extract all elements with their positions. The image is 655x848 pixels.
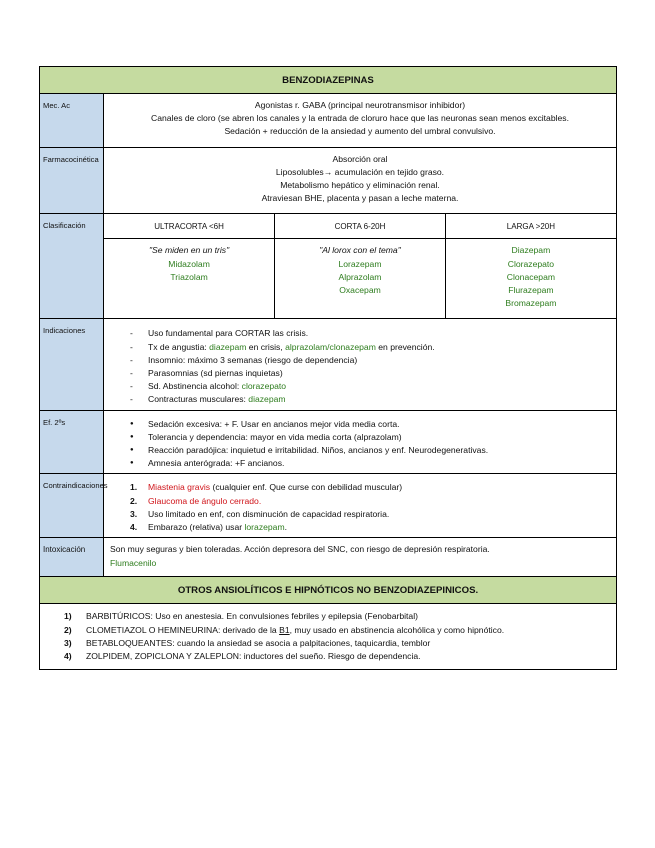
drug-oxacepam: Oxacepam xyxy=(339,285,381,296)
list-item: - Parasomnias (sd piernas inquietas) xyxy=(130,367,616,380)
intox-antidote: Flumacenilo xyxy=(110,557,157,568)
efectos-content xyxy=(104,410,617,474)
col-corta xyxy=(275,239,446,319)
list-item: 1) BARBITÚRICOS: Uso en anestesia. En convulsiones febriles y epilepsia (Fenobarbital) xyxy=(64,611,418,622)
drug-alprazolam: Alprazolam xyxy=(338,271,382,282)
list-item: ● Sedación excesiva: + F. Usar en ancianos mejor vida media corta. xyxy=(130,418,616,431)
drug-clonacepam: Clonacepam xyxy=(506,271,556,282)
list-item: 2. Glaucoma de ángulo cerrado. xyxy=(130,495,262,506)
farmaco-content xyxy=(104,147,617,214)
clasificacion-subtable xyxy=(104,214,616,318)
list-item: ● Reacción paradójica: inquietud e irritabilidad. Niños, ancianos y enf. Neurodegenerativas. xyxy=(130,444,616,457)
col-header-corta: CORTA 6-20H xyxy=(275,214,446,239)
intox-content xyxy=(104,538,617,577)
drug-midazolam: Midazolam xyxy=(168,258,210,269)
mec-content xyxy=(104,94,617,148)
drug-bromazepam: Bromazepam xyxy=(505,298,557,309)
col-header-ultracorta: ULTRACORTA <6H xyxy=(104,214,275,239)
drug-lorazepam: Lorazepam xyxy=(338,258,382,269)
benzodiazepinas-table xyxy=(39,66,617,670)
row-label-contraindicaciones: Contraindicaciones xyxy=(40,474,104,538)
mec-line-1: Agonistas r. GABA (principal neurotransmisor inhibidor) xyxy=(254,100,466,110)
col-larga xyxy=(445,239,616,319)
drug-clorazepato: Clorazepato xyxy=(507,258,555,269)
contra-content xyxy=(104,474,617,538)
row-label-clasificacion: Clasificación xyxy=(40,214,104,319)
row-label-indicaciones: Indicaciones xyxy=(40,319,104,410)
list-item: 4) ZOLPIDEM, ZOPICLONA Y ZALEPLON: inductores del sueño. Riesgo de dependencia. xyxy=(64,651,421,662)
list-item: 1. Miastenia gravis (cualquier enf. Que curse con debilidad muscular) xyxy=(130,482,403,493)
list-item: ● Amnesia anterógrada: +F ancianos. xyxy=(130,457,616,470)
list-item: - Sd. Abstinencia alcohol: clorazepato xyxy=(130,380,616,393)
otros-content xyxy=(40,604,617,670)
list-item: - Contracturas musculares: diazepam xyxy=(130,393,616,406)
row-label-efectos: Ef. 2ºs xyxy=(40,410,104,474)
col-ultracorta xyxy=(104,239,275,319)
indicaciones-content xyxy=(104,319,617,410)
row-label-farmaco: Farmacocinética xyxy=(40,147,104,214)
farmaco-line-2: Liposolubles→ acumulación en tejido graso. xyxy=(275,166,445,177)
drug-diazepam: Diazepam xyxy=(511,245,551,256)
mec-line-2: Canales de cloro (se abren los canales y la entrada de cloruro hace que las neuronas sean menos excitables. xyxy=(150,113,569,124)
otros-title: OTROS ANSIOLÍTICOS E HIPNÓTICOS NO BENZODIAZEPINICOS. xyxy=(40,577,617,604)
intox-text: Son muy seguras y bien toleradas. Acción depresora del SNC, con riesgo de depresión respiratoria. xyxy=(110,544,490,555)
table-title: BENZODIAZEPINAS xyxy=(40,67,617,94)
list-item: - Insomnio: máximo 3 semanas (riesgo de dependencia) xyxy=(130,354,616,367)
drug-flurazepam: Flurazepam xyxy=(508,285,554,296)
list-item: 3) BETABLOQUEANTES: cuando la ansiedad se asocia a palpitaciones, taquicardia, temblor xyxy=(64,637,431,648)
mec-line-3: Sedación + reducción de la ansiedad y aumento del umbral convulsivo. xyxy=(224,126,496,137)
farmaco-line-1: Absorción oral xyxy=(332,153,388,164)
mnemonic-ultracorta: "Se miden en un tris" xyxy=(149,245,230,256)
mnemonic-corta: "Al lorox con el tema" xyxy=(319,245,401,256)
list-item: - Tx de angustia: diazepam en crisis, alprazolam/clonazepam en prevención. xyxy=(130,341,616,354)
list-item: 4. Embarazo (relativa) usar lorazepam. xyxy=(130,522,287,533)
list-item: ● Tolerancia y dependencia: mayor en vida media corta (alprazolam) xyxy=(130,431,616,444)
farmaco-line-4: Atraviesan BHE, placenta y pasan a leche materna. xyxy=(261,193,459,204)
clasificacion-content xyxy=(104,214,617,319)
row-label-mec: Mec. Ac xyxy=(40,94,104,148)
row-label-intoxicacion: Intoxicación xyxy=(40,538,104,577)
col-header-larga: LARGA >20H xyxy=(445,214,616,239)
list-item: - Uso fundamental para CORTAR las crisis. xyxy=(130,327,616,340)
farmaco-line-3: Metabolismo hepático y eliminación renal. xyxy=(280,180,440,191)
drug-triazolam: Triazolam xyxy=(170,271,208,282)
list-item: 2) CLOMETIAZOL O HEMINEURINA: derivado de la B1, muy usado en abstinencia alcohólica y como hipnótico. xyxy=(64,624,505,635)
list-item: 3. Uso limitado en enf, con disminución de capacidad respiratoria. xyxy=(130,508,390,519)
